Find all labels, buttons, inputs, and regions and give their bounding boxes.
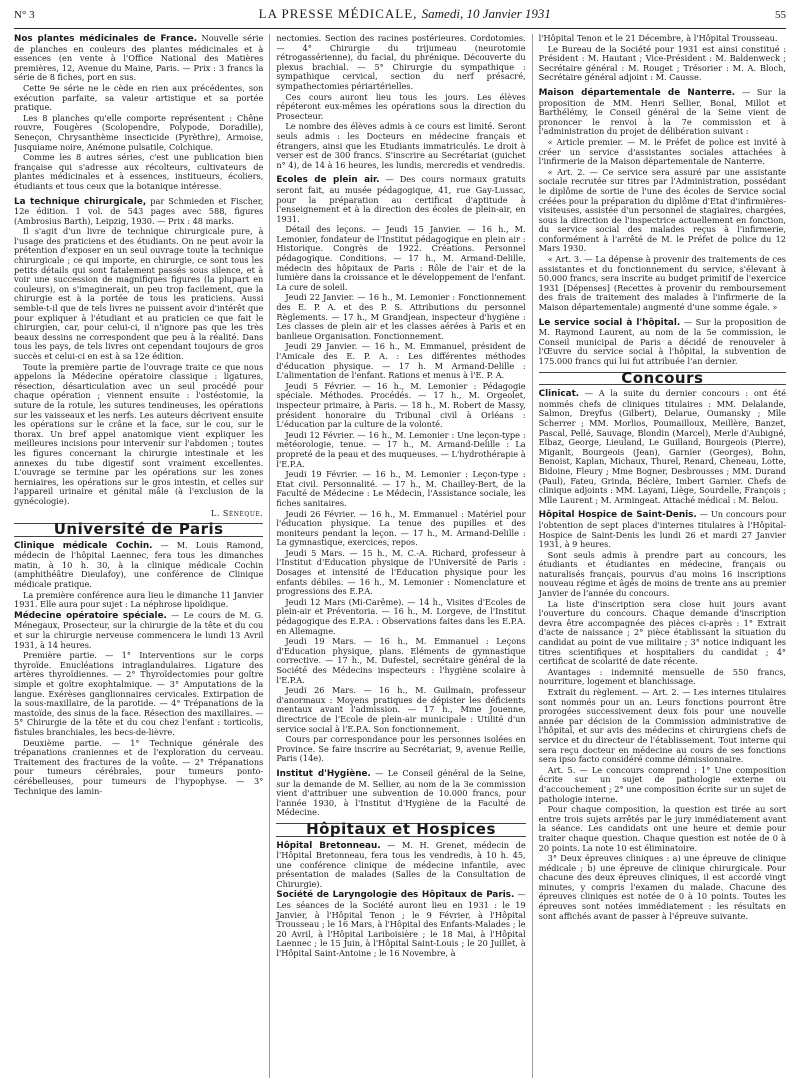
paragraph: « Article premier. — M. le Préfet de police est invité à créer un service d'assistantes sociales attachées à l'infirmerie de la Maison départementale de Nanterre. (538, 136, 787, 167)
paragraph: « Art. 2. — Ce service sera assuré par une assistante sociale recrutée sur titres par l'Administration, possédant le diplôme de sortie de l'une des écoles de Service social créées pour la préparation du diplôme d'Etat d'infirmières-visiteuses, assistée d'un personnel de stagiaires, chargées, sous la direction de l'inspectrice actuellement en fonction, du service social des malades reçus à l'infirmerie, conformément à l'arrêté de M. le Préfet de police du 12 Mars 1930. (538, 166, 787, 254)
paragraph: Le nombre des élèves admis à ce cours est limité. Seront seuls admis : les Docteurs en médecine français et étrangers, ainsi que les Etudiants immatriculés. Le droit à verser est de 300 francs. S'inscrire au Secrétariat (guichet n° 4), de 14 à 16 heures, les lundis, mercredis et vendredis. (276, 121, 526, 170)
paragraph: Il s'agit d'un livre de technique chirurgicale pure, à l'usage des praticiens et des étudiants. On ne peut avoir la prétention d'exposer en un seul ouvrage toute la technique chirurgicale ; ce qui importe, en chirurgie, ce sont tous les petits détails qui sont fatalement passés sous silence, et à voir une succession de magnifiques figures (la plupart en couleurs), on s'imaginerait, un peu trop facilement, que la chirurgie est à la portée de tous les praticiens. Aussi semble-t-il que de tels livres ne puissent avoir d'intérêt que pour expliquer à l'étudiant et au praticien ce que fait le chirurgien, car, pour celui-ci, il n'ignore pas que les très beaux dessins ne correspondent que peu à la réalité. Dans tous les pays, de tels livres ont cependant toujours de gros succès et celui-ci en est à sa 12e édition. (14, 226, 264, 361)
notice-title: Société de Laryngologie des Hôpitaux de Paris. (276, 890, 515, 901)
paragraph: Extrait du règlement. — Art. 2. — Les internes titulaires sont nommés pour un an. Leurs fonctions pourront être prorogées successivement deux fois pour une nouvelle année par décision de la Commission administrative de l'hôpital, et sur avis des médecins et chirurgiens chefs de service et du directeur de l'établissement. Tout interne qui sera reçu docteur en médecine au cours de ses fonctions sera ipso facto considéré comme démissionnaire. (538, 687, 787, 765)
column-1 (14, 34, 269, 1078)
notice-bretonneau: Hôpital Bretonneau. — M. H. Grenet, médecin de l'Hôpital Bretonneau, fera tous les vendredis, à 10 h. 45, une conférence clinique de médecine infantile, avec présentation de malades (Salles de la Consultation de Chirurgie). (276, 839, 526, 889)
column-2 (269, 34, 531, 1078)
paragraph: Jeudi 5 Février. — 16 h., M. Lemonier : Pédagogie spéciale. Méthodes. Procédés. — 17 h., M. Orgeolet, inspecteur primaire, à Paris. — 18 h., M. Robert de Massy, président honoraire du Tribunal civil à Orléans : L'éducation par la culture de la volonté. (276, 380, 526, 430)
notice-technique: La technique chirurgicale, par Schmieden et Fischer, 12e édition. 1 vol. de 543 pages avec 588, figures (Ambrosius Barth), Leipzig, 1930. — Prix : 48 marks. (14, 195, 264, 226)
notice-title: Institut d'Hygiène. (276, 768, 371, 779)
notice-service-social: Le service social à l'hôpital. — Sur la proposition de M. Raymond Laurent, au nom de la 5e commission, le Conseil municipal de Paris a décidé de renouveler à l'Œuvre du service social à l'hôpital, la subvention de 175.000 francs qui lui fut attribuée l'an dernier. (538, 316, 787, 366)
header-rule (14, 28, 786, 29)
paragraph: Pour chaque composition, la question est tirée au sort entre trois sujets arrêtés par le jury immédiatement avant la séance. Les candidats ont une heure et demie pour traiter chaque question. Chaque question est notée de 0 à 20 points. La note 10 est éliminatoire. (538, 804, 787, 853)
notice-title: Maison départementale de Nanterre. (538, 87, 736, 98)
paragraph: Première partie. — 1° Interventions sur le corps thyroïde. Enucléations intraglandulaires. Ligature des artères thyroïdiennes. — 2° Thyroïdectomies pour goître simple et goître exophtalmique. — 3° Amputations de la langue. Exérèses ganglionnaires cervicales. Extirpation de la sous-maxillaire, de la parotide. — 4° Trépanations de la mastoïde, des sinus de la face. Résection des maxillaires. — 5° Chirurgie de la tête et du cou chez l'enfant : torticolis, fistules branchiales, les becs-de-lièvre. (14, 650, 264, 737)
paragraph: Les 8 planches qu'elle comporte représentent : Chêne rouvre, Fougères (Scolopendre, Polypode, Doradille), Seneçon, Chrysanthème insecticide (Pyrèthre), Armoise, Jusquiame noire, Anémone pulsatile, Colchique. (14, 112, 264, 152)
notice-medecine-operatoire: Médecine opératoire spéciale. — Le cours de M. G. Ménegaux, Prosecteur, sur la chirurgie de la tête et du cou et sur la chirurgie nerveuse commencera le lundi 13 Avril 1931, à 14 heures. (14, 609, 264, 650)
notice-title: Ecoles de plein air. (276, 175, 380, 186)
notice-cochin: Clinique médicale Cochin. — M. Louis Ramond, médecin de l'hôpital Laennec, fera tous les dimanches matin, à 10 h. 30, à la clinique médicale Cochin (amphithéâtre Dieulafoy), une conférence de Clinique médicale pratique. (14, 539, 264, 590)
paragraph: « Art. 3. — La dépense à provenir des traitements de ces assistantes et du fonctionnement du service, s'élevant à 50.000 francs, sera inscrite au budget primitif de l'exercice 1931 [Dépenses] (Recettes à provenir du remboursement des frais de traitement des malades à l'infirmerie de la Maison départementale) augmenté d'une somme égale. » (538, 254, 787, 313)
paragraph: La première conférence aura lieu le dimanche 11 Janvier 1931. Elle aura pour sujet : La néphrose lipoïdique. (14, 589, 264, 610)
page-header (14, 6, 786, 26)
paragraph: Ces cours auront lieu tous les jours. Les élèves répéteront eux-mêmes les opérations sous la direction du Prosecteur. (276, 91, 526, 121)
notice-plein-air: Ecoles de plein air. — Des cours normaux gratuits seront fait, au musée pédagogique, 41, rue Gay-Lussac, pour la préparation au certificat d'aptitude à l'enseignement et à la direction des écoles de plein-air, en 1931. (276, 174, 526, 224)
journal-name: LA PRESSE MÉDICALE, (258, 6, 418, 21)
notice-title: Clinicat. (538, 389, 580, 400)
signature: L. Sénèque. (211, 508, 264, 518)
paragraph: Comme les 8 autres séries, c'est une publication bien française qui s'adresse aux récolteurs, cultivateurs de plantes médicinales et à essences, institueurs, écoliers, étudiants et tous ceux que la botanique intéresse. (14, 152, 264, 191)
paragraph: Art. 5. — Le concours comprend : 1° Une composition écrite sur un sujet de pathologie externe ou d'accouchement ; 2° une composition écrite sur un sujet de pathologie interne. (538, 764, 787, 804)
paragraph: Jeudi 26 Mars. — 16 h., M. Guilmain, professeur d'anormaux : Moyens pratiques de dépister les déficients mentaux avant l'admission. — 17 h., Mme Jouenne, directrice de l'Ecole de plein-air municipale : Utilité d'un service social à l'E.P.A. Son fonctionnement. (276, 685, 526, 734)
paragraph: Le Bureau de la Société pour 1931 est ainsi constitué : Président : M. Hautant ; Vice-Président : M. Baldenweck ; Secrétaire général : M. Rouget ; Trésorier : M. A. Bloch, Secrétaire général adjoint : M. Causse. (538, 43, 787, 83)
paragraph: Jeudi 5 Mars. — 15 h., M. C.-A. Richard, professeur à l'Institut d'Education physique de l'Université de Paris : Dosages et intensité de l'Education physique pour les enfants débiles. — 16 h., M. Lemonier : Nomenclature et progressions des E.P.A. (276, 547, 526, 597)
notice-nanterre: Maison départementale de Nanterre. — Sur la proposition de MM. Henri Sellier, Bonal, Millot et Barthélémy, le Conseil général de la Seine vient de prononcer le renvoi à la 7e commission et à l'administration du projet de délibération suivant : (538, 86, 787, 137)
notice-title: Clinique médicale Cochin. (14, 540, 153, 551)
notice-plantes: Nos plantes médicinales de France. Nouvelle série de planches en couleurs des plantes médicinales et à essences (en vente à l'Office National des Matières premières, 12, Avenue du Maine, Paris. — Prix : 3 francs la série de 8 fiches, port en sus. (14, 34, 264, 83)
paragraph: Avantages : indemnité mensuelle de 550 francs, nourriture, logement et blanchissage. (538, 666, 787, 687)
running-title (259, 6, 551, 22)
issue-date: Samedi, 10 Janvier 1931 (421, 6, 551, 21)
paragraph: Jeudi 22 Janvier. — 16 h., M. Lemonier : Fonctionnement des E. P. A. et des P. S. Attributions du personnel Règlements. — 17 h., M Grandjean, inspecteur d'hygiène : Les classes de plein air et les classes aérées à Paris et en banlieue Organisation. Fonctionnement. (276, 292, 526, 341)
page-columns (14, 34, 786, 1078)
paragraph: Jeudi 12 Février. — 16 h., M. Lemonier : Une leçon-type : météorologie, tenue. — 17 h., M. Armand-Delille : La propreté de la peau et des muqueuses. — L'hydrothérapie à l'E.P.A. (276, 429, 526, 469)
section-title-concours: Concours (539, 372, 786, 386)
paragraph: l'Hôpital Tenon et le 21 Décembre, à l'Hôpital Trousseau. (538, 34, 778, 43)
paragraph: Cours par correspondance pour les personnes isolées en Province. Se faire inscrire au Secrétariat, 9, avenue Reille, Paris (14e). (276, 734, 526, 764)
notice-title: Le service social à l'hôpital. (538, 317, 681, 328)
paragraph: Cette 9e série ne le cède en rien aux précédentes, son exécution parfaite, sa valeur artistique et sa portée pratique. (14, 82, 264, 113)
paragraph: Toute la première partie de l'ouvrage traite ce que nous appelons la Médecine opératoire classique : ligatures, résection, désarticulation avec un seul procédé pour chaque opération ; viennent ensuite : l'ostéotomie, la suture de la rotule, les sutures tendineuses, les opérations sur les vaisseaux et les nerfs. Les auteurs décrivent ensuite les opérations sur le crâne et la face, sur le cou, sur le thorax. Un bref appel anatomique vient expliquer les meilleures incisions pour intervenir sur l'abdomen ; toutes les figures concernant la chirurgie intestinale et les annexes du tube digestif sont vraiment excellentes. L'ouvrage se termine par les opérations sur les zones herniaires, les opérations sur le gros intestin, et celles sur l'appareil urinaire et génital mâle (à l'exclusion de la gynécologie). (14, 361, 264, 506)
paragraph: Jeudi 26 Février. — 16 h., M. Emmanuel : Matériel pour l'éducation physique. La tenue des pupilles et des moniteurs pendant la leçon. — 17 h., M. Armand-Delille : La gymnastique, exercices, repos. (276, 508, 526, 548)
notice-institut-hygiene: Institut d'Hygiène. — Le Conseil général de la Seine, sur la demande de M. Sellier, au nom de la 3e commission vient d'attribuer une subvention de 10.000 francs, pour l'année 1930, à l'Institut d'Hygiène de la Faculté de Médecine. (276, 767, 526, 818)
paragraph: Détail des leçons. — Jeudi 15 Janvier. — 16 h., M. Lemonier, fondateur de l'Institut pédagogique en plein air : Historique. Congrès de 1922. Créations. Personnel pédagogique. Conditions. — 17 h., M. Armand-Delille, médecin des hôpitaux de Paris : Rôle de l'air et de la lumière dans la croissance et le développement de l'enfant. La cure de soleil. (276, 224, 526, 292)
notice-clinicat: Clinicat. — A la suite du dernier concours : ont été nommés chefs de cliniques titulaires : MM. Delalande, Salmon, Dreyfus (Gilbert), Delarue, Oumansky ; Mlle Scherrer ; MM. Morlios, Poumailloux, Meillère, Banzet, Pascal, Pellé, Sauvage, Blondin (Marcel), Merle d'Aubigné, Elbaz, George, Lieuland, Le Guilland, Bourgeois (Pierre), Miganlt, Bourgeois (Jean), Garnier (Georges), Bohn, Benoist, Kaplan, Michaux, Thurel, Renard, Cheneau, Lotte, Bidoine, Fleury ; Mme Bogner, Desbrousses ; MM. Durand (Paul), Fateu, Grinda, Béclère, Imbert Garnier. Chefs de clinique adjoints : MM. Layani, Liège, Sourdelle, François ; Mlle Laurent ; M. Armingeat. Attaché médical : M. Belou. (538, 388, 787, 505)
paragraph: Jeudi 29 Janvier. — 16 h., M. Emmanuel, président de l'Amicale des E. P. A. : Les différentes méthodes d'éducation physique. — 17 h. M Armand-Delille : L'alimentation de l'enfant. Rations et menus à l'E. P. A. (276, 341, 526, 381)
notice-laryngologie: Société de Laryngologie des Hôpitaux de Paris. — Les séances de la Société auront lieu en 1931 : le 19 Janvier, à l'Hôpital Tenon ; le 9 Février, à l'Hôpital Trousseau ; le 16 Mars, à l'Hôpital des Enfants-Malades ; le 20 Avril, à l'Hôpital Lariboisière ; le 18 Mai, à l'Hôpital Laennec ; le 15 Juin, à l'Hôpital Saint-Louis ; le 20 Juillet, à l'Hôpital Saint-Antoine ; le 16 Novembre, à (276, 889, 526, 959)
paragraph: La liste d'inscription sera close huit jours avant l'ouverture du concours. Chaque demande d'inscription devra être accompagnée des pièces ci-après : 1° Extrait d'acte de naissance ; 2° pièce établissant la situation du candidat au point de vue militaire ; 3° notice indiquant les titres scientifiques et hospitaliers du candidat ; 4° certificat de scolarité de date récente. (538, 598, 787, 667)
notice-saint-denis: Hôpital Hospice de Saint-Denis. — Un concours pour l'obtention de sept places d'internes titulaires à l'Hôpital-Hospice de Saint-Denis les lundi 26 et mardi 27 Janvier 1931, à 9 heures. (538, 509, 787, 550)
notice-title: La technique chirurgicale, (14, 196, 147, 207)
notice-title: Hôpital Bretonneau. (276, 840, 381, 851)
paragraph: Jeudi 19 Mars. — 16 h., M. Emmanuel : Leçons d'Education physique, plans. Eléments de gymnastique corrective. — 17 h., M. Dufestel, secrétaire général de la Société des Médecins inspecteurs : l'hygiène scolaire à l'E.P.A. (276, 636, 526, 685)
notice-title: Nos plantes médicinales de France. (14, 34, 198, 44)
section-title-universite: Université de Paris (14, 523, 263, 537)
section-title-hopitaux: Hôpitaux et Hospices (276, 823, 525, 837)
notice-title: Médecine opératoire spéciale. (14, 610, 167, 621)
paragraph: Deuxième partie. — 1° Technique générale des trépanations craniennes et de l'exploration du cerveau. Traitement des fractures de la voûte. — 2° Trépanations pour tumeurs cérébrales, pour tumeurs ponto-cérébelleuses, pour tumeurs de l'hypophyse. — 3° Technique des lamin- (14, 737, 264, 796)
paragraph: 3° Deux épreuves cliniques : a) une épreuve de clinique médicale ; b) une épreuve de clinique chirurgicale. Pour chacune des deux épreuves cliniques, il est accordé vingt minutes, y compris l'examen du malade. Chacune des épreuves cliniques est notée de 0 à 10 points. Toutes les épreuves sont notées immédiatement : les résultats en sont affichés avant de passer à l'épreuve suivante. (538, 853, 787, 921)
paragraph: Jeudi 12 Mars (Mi-Carême). — 14 h., Visites d'Ecoles de plein-air et Préventoria. — 16 h., M. Lorgeve, de l'Institut pédagogique des E.P.A. : Observations faites dans les E.P.A. en Allemagne. (276, 596, 526, 636)
page-number-right: 55 (775, 9, 786, 21)
notice-title: Hôpital Hospice de Saint-Denis. (538, 510, 697, 521)
paragraph: Sont seuls admis à prendre part au concours, les étudiants et étudiantes en médecine, français ou naturalisés français, pourvus d'au moins 16 inscriptions nouveau régime et âgés de moins de trente ans au premier Janvier de l'année du concours. (538, 549, 787, 599)
paragraph: nectomies. Section des racines postérieures. Cordotomies. — 4° Chirurgie du trijumeau (neurotomie rétrogassérienne), du facial, du phrénique. Découverte du plexus brachial. — 5° Chirurgie du sympathique : sympathique cervical, section du nerf présacré, sympathectomies périartérielles. (276, 34, 526, 91)
page-number-left: N° 3 (14, 9, 35, 21)
column-3 (532, 34, 786, 1078)
paragraph: Jeudi 19 Février. — 16 h., M. Lemonier : Leçon-type : Etat civil. Personnalité. — 17 h., M. Chailley-Bert, de la Faculté de Médecine : Le Médecin, l'Assistance sociale, les fiches sanitaires. (276, 469, 526, 508)
